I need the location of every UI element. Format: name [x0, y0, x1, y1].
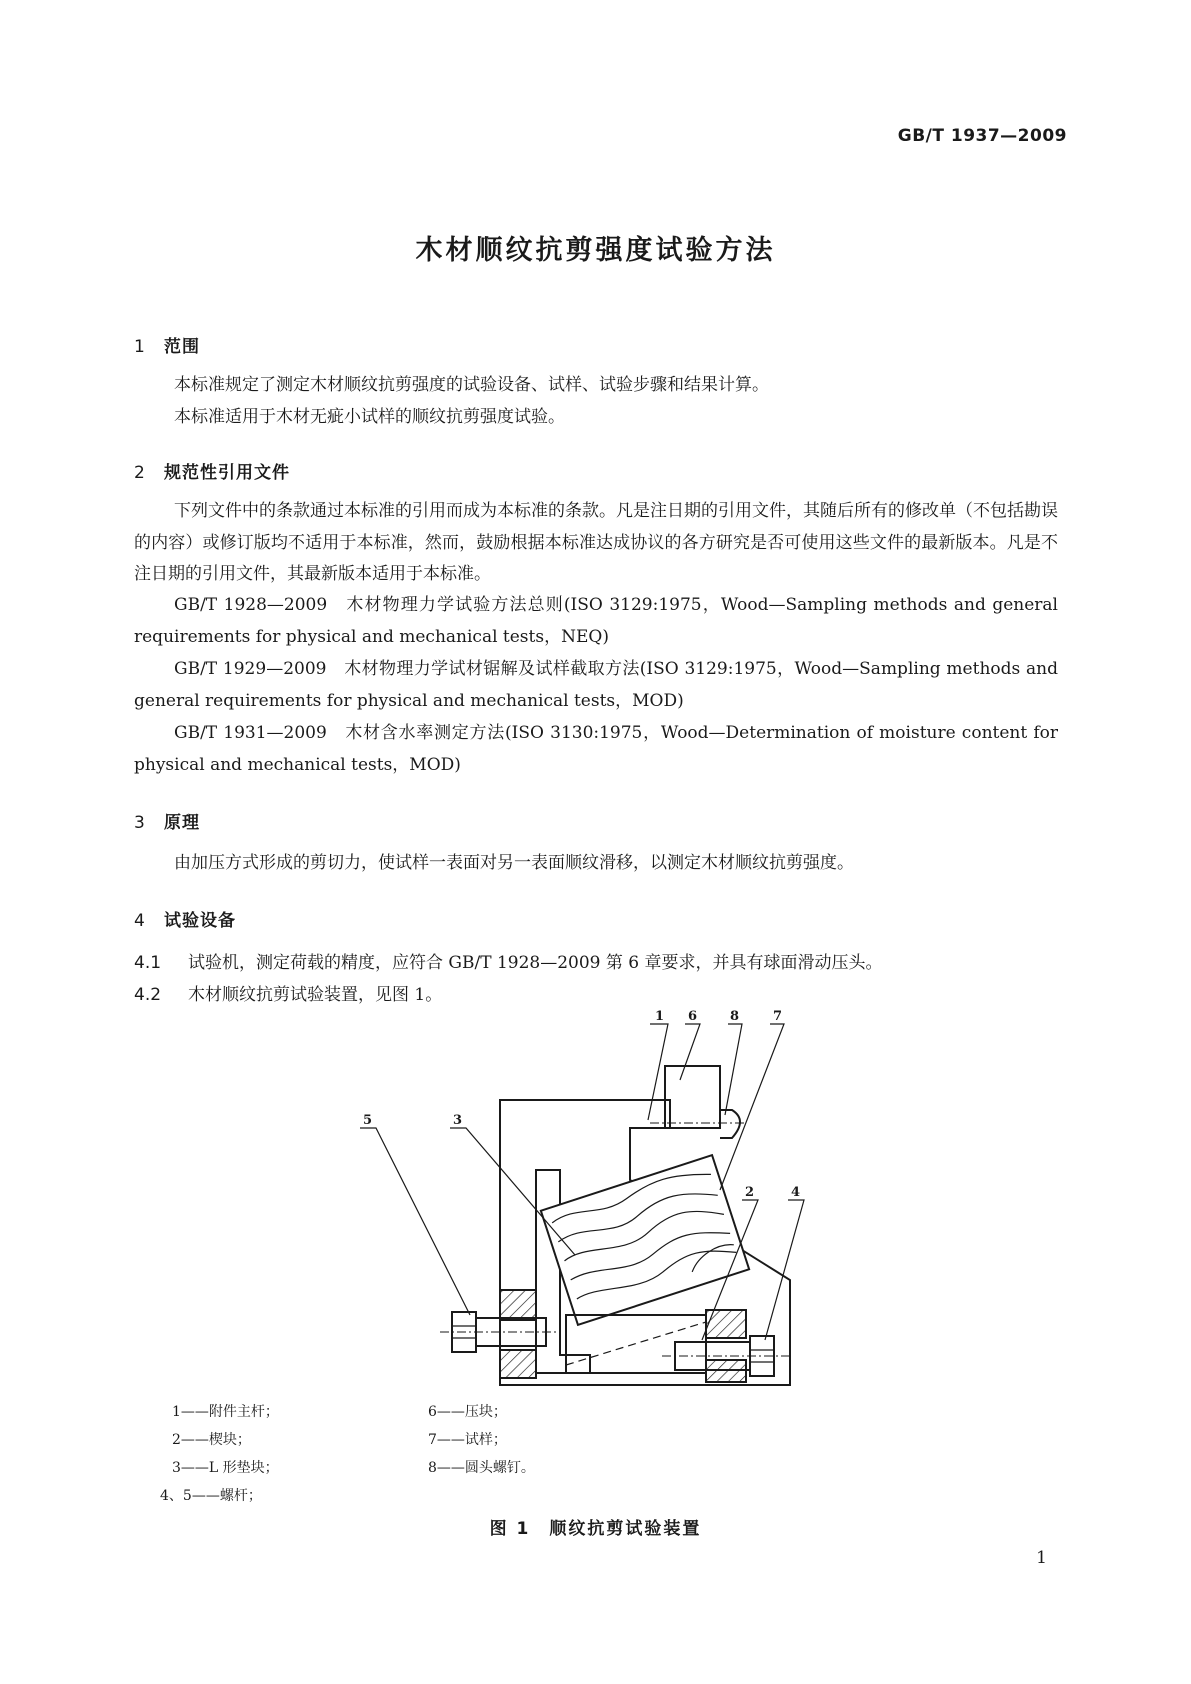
section-heading-references [134, 458, 290, 483]
wedge-block [566, 1315, 706, 1373]
principle-paragraph: 由加压方式形成的剪切力，使试样一表面对另一表面顺纹滑移，以测定木材顺纹抗剪强度。 [174, 853, 854, 873]
leader-line-5 [360, 1128, 470, 1315]
leader-line-6 [680, 1024, 700, 1080]
hatched-wall-lower-left [500, 1350, 536, 1378]
section-heading-scope [134, 332, 200, 357]
figure-legend-right [428, 1398, 535, 1482]
standard-code: GB/T 1937—2009 [897, 126, 1067, 146]
references-intro: 下列文件中的条款通过本标准的引用而成为本标准的条款。凡是注日期的引用文件，其随后所有的修改单（不包括勘误的内容）或修订版均不适用于本标准，然而，鼓励根据本标准达成协议的各方研究是否可使用这些文件的最新版本。凡是不注日期的引用文件，其最新版本适用于本标准。 [134, 501, 1058, 584]
legend-entry: 7——试样； [428, 1432, 507, 1448]
scope-paragraph-2: 本标准适用于木材无疵小试样的顺纹抗剪强度试验。 [174, 407, 565, 427]
legend-entry: 1——附件主杆； [172, 1404, 279, 1420]
page-number: 1 [1036, 1548, 1047, 1568]
figure-caption: 图 1 顺纹抗剪试验装置 [489, 1519, 702, 1539]
document-title: 木材顺纹抗剪强度试验方法 [415, 235, 776, 266]
wedge-hidden-line [566, 1322, 706, 1365]
round-head-screw [720, 1110, 740, 1138]
section-title: 规范性引用文件 [164, 463, 290, 483]
section-heading-equipment [134, 906, 236, 931]
reference-item: GB/T 1928—2009 木材物理力学试验方法总则(ISO 3129:1975，Wood—Sampling methods and general requirements for physical and mechanical tests，NEQ) [134, 595, 1058, 647]
reference-item: GB/T 1929—2009 木材物理力学试材锯解及试样截取方法(ISO 3129:1975，Wood—Sampling methods and general requirements for physical and mechanical tests，MOD) [134, 659, 1058, 711]
hatched-wall-upper-left [500, 1290, 536, 1320]
legend-entry: 6——压块； [428, 1404, 507, 1420]
callout-number: 3 [453, 1113, 463, 1128]
legend-entry: 2——楔块； [172, 1432, 251, 1448]
clause-text: 木材顺纹抗剪试验装置，见图 1。 [188, 985, 443, 1005]
legend-entry: 8——圆头螺钉。 [428, 1460, 535, 1476]
callout-number: 1 [655, 1010, 665, 1024]
clause-number: 4.1 [134, 953, 162, 973]
shear-apparatus-drawing [330, 1010, 850, 1400]
clause-4-2 [134, 980, 442, 1005]
section-number: 3 [134, 813, 146, 833]
callout-number: 4 [791, 1185, 801, 1200]
clause-4-1 [134, 948, 883, 973]
callout-number: 8 [730, 1010, 740, 1024]
legend-entry: 3——L 形垫块； [172, 1460, 279, 1476]
clause-number: 4.2 [134, 985, 162, 1005]
figure-legend-left [160, 1398, 279, 1510]
section-number: 1 [134, 337, 146, 357]
callout-number: 7 [773, 1010, 783, 1024]
legend-entry: 4、5——螺杆； [160, 1488, 262, 1504]
press-block [665, 1066, 720, 1128]
section-title: 范围 [164, 337, 200, 357]
section-title: 试验设备 [164, 911, 236, 931]
section-number: 4 [134, 911, 146, 931]
scope-paragraph-1: 本标准规定了测定木材顺纹抗剪强度的试验设备、试样、试验步骤和结果计算。 [174, 375, 769, 395]
reference-item: GB/T 1931—2009 木材含水率测定方法(ISO 3130:1975，Wood—Determination of moisture content for physical and mechanical tests，MOD) [134, 723, 1058, 775]
section-heading-principle [134, 808, 200, 833]
callout-number: 6 [688, 1010, 698, 1024]
clause-text: 试验机，测定荷载的精度，应符合 GB/T 1928—2009 第 6 章要求，并具有球面滑动压头。 [188, 953, 883, 973]
section-title: 原理 [164, 813, 200, 833]
callout-number: 2 [745, 1185, 755, 1200]
section-number: 2 [134, 463, 146, 483]
callout-number: 5 [363, 1113, 373, 1128]
leader-line-8 [725, 1024, 742, 1115]
leader-line-7 [720, 1024, 784, 1190]
leader-line-4 [765, 1200, 804, 1340]
